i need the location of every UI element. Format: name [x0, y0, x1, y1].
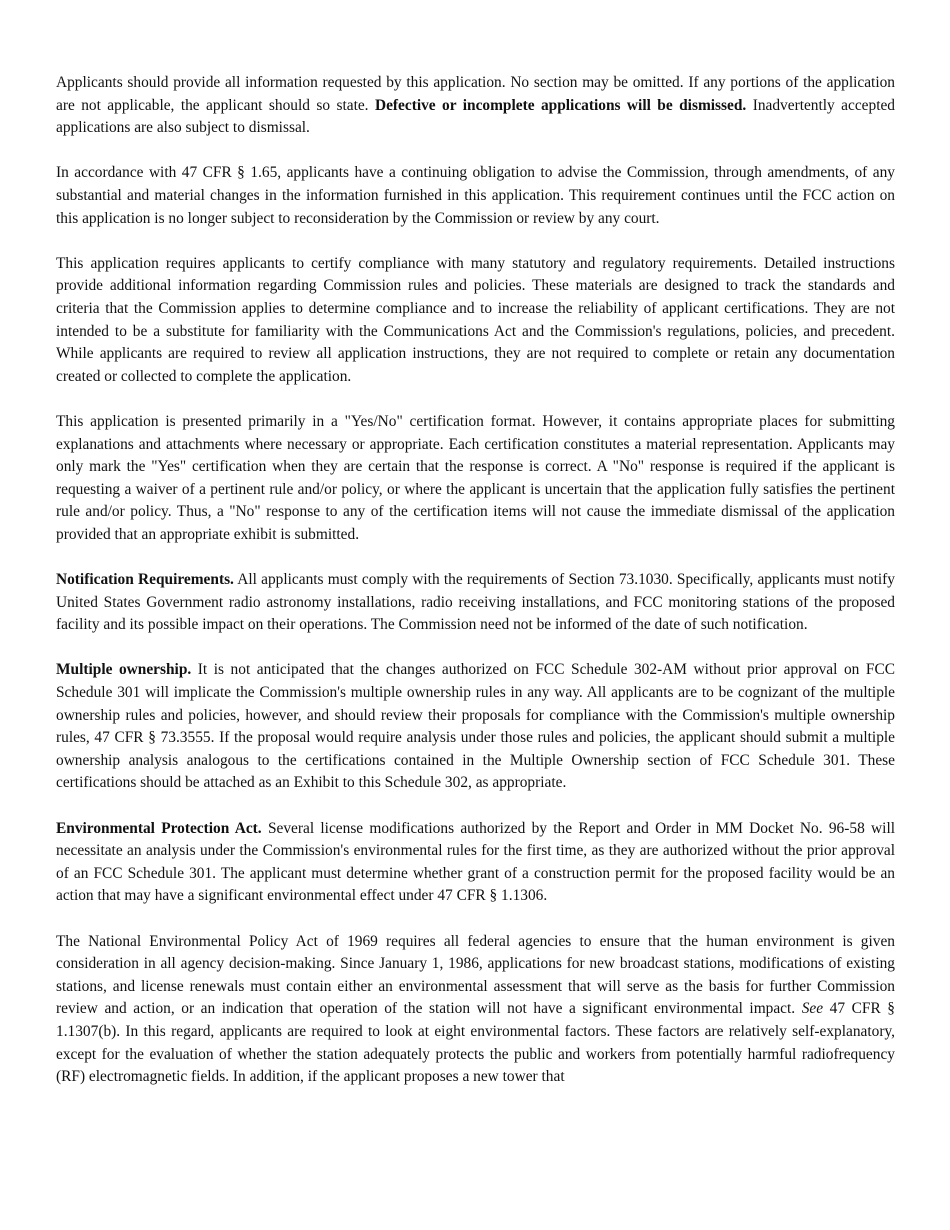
paragraph-certification-compliance [56, 253, 895, 389]
section-heading: Multiple ownership. [56, 661, 192, 679]
paragraph-text: All applicants must comply with the requirements of Section 73.1030. Specifically, applicants must notify United States Government radio astronomy installations, radio receiving installations, and FCC monitoring stations of the proposed facility and its possible impact on their operations. The Commission need not be informed of the date of such notification. [56, 571, 895, 634]
paragraph-text: It is not anticipated that the changes authorized on FCC Schedule 302-AM without prior approval on FCC Schedule 301 will implicate the Commission's multiple ownership rules in any way. All applicants are to be cognizant of the multiple ownership rules and policies, however, and should review their proposals for compliance with the Commission's multiple ownership rules, 47 CFR § 73.3555. If the proposal would require analysis under those rules and policies, the applicant should submit a multiple ownership analysis analogous to the certifications contained in the Multiple Ownership section of FCC Schedule 301. These certifications should be attached as an Exhibit to this Schedule 302, as appropriate. [56, 661, 895, 792]
paragraph-text: Inadvertently accepted applications are also subject to dismissal. [56, 96, 895, 137]
paragraph-environmental-protection [56, 818, 895, 908]
paragraph-multiple-ownership [56, 659, 895, 795]
paragraph-yes-no-format [56, 411, 895, 547]
paragraph-nepa [56, 931, 895, 1089]
dismissal-warning: Defective or incomplete applications will be dismissed. [374, 96, 747, 114]
paragraph-text: This application is presented primarily in a "Yes/No" certification format. However, it contains appropriate places for submitting explanations and attachments where necessary or appropriate. Each certification constitutes a material representation. Applicants may only mark the "Yes" certification when they are certain that the response is correct. A "No" response is required if the applicant is requesting a waiver of a pertinent rule and/or policy, or where the applicant is uncertain that the application fully satisfies the pertinent rule and/or policy. Thus, a "No" response to any of the certification items will not cause the immediate dismissal of the application provided that an appropriate exhibit is submitted. [56, 412, 895, 543]
paragraph-text: This application requires applicants to certify compliance with many statutory and regulatory requirements. Detailed instructions provide additional information regarding Commission rules and policies. These materials are designed to track the standards and criteria that the Commission applies to determine compliance and to increase the reliability of applicant certifications. They are not intended to be a substitute for familiarity with the Communications Act and the Commission's regulations, policies, and precedent. While applicants are required to review all application instructions, they are not required to complete or retain any documentation created or collected to complete the application. [56, 254, 895, 385]
citation-signal: See [801, 1000, 824, 1018]
paragraph-continuing-obligation [56, 162, 895, 230]
section-heading: Environmental Protection Act. [56, 819, 262, 837]
paragraph-text: 47 CFR § 1.1307(b). In this regard, applicants are required to look at eight environmental factors. These factors are relatively self-explanatory, except for the evaluation of whether the station adequately protects the public and workers from potentially harmful radiofrequency (RF) electromagnetic fields. In addition, if the applicant proposes a new tower that [56, 1000, 895, 1086]
paragraph-text: The National Environmental Policy Act of 1969 requires all federal agencies to ensure that the human environment is given consideration in all agency decision-making. Since January 1, 1986, applications for new broadcast stations, modifications of existing stations, and license renewals must contain either an environmental assessment that will serve as the basis for further Commission review and action, or an indication that operation of the station will not have a significant environmental impact. [56, 932, 895, 1018]
paragraph-text: In accordance with 47 CFR § 1.65, applicants have a continuing obligation to advise the Commission, through amendments, of any substantial and material changes in the information furnished in this application. This requirement continues until the FCC action on this application is no longer subject to reconsideration by the Commission or review by any court. [56, 164, 895, 227]
paragraph-text: Several license modifications authorized by the Report and Order in MM Docket No. 96-58 will necessitate an analysis under the Commission's environmental rules for the first time, as they are authorized without the prior approval of an FCC Schedule 301. The applicant must determine whether grant of a construction permit for the proposed facility would be an action that may have a significant environmental effect under 47 CFR § 1.1306. [56, 819, 895, 905]
paragraph-text: Applicants should provide all information requested by this application. No section may be omitted. If any portions of the application are not applicable, the applicant should so state. [56, 74, 895, 114]
section-heading: Notification Requirements. [56, 571, 234, 589]
paragraph-application-completeness [56, 72, 895, 140]
paragraph-notification-requirements [56, 569, 895, 637]
document-page [56, 72, 895, 1111]
